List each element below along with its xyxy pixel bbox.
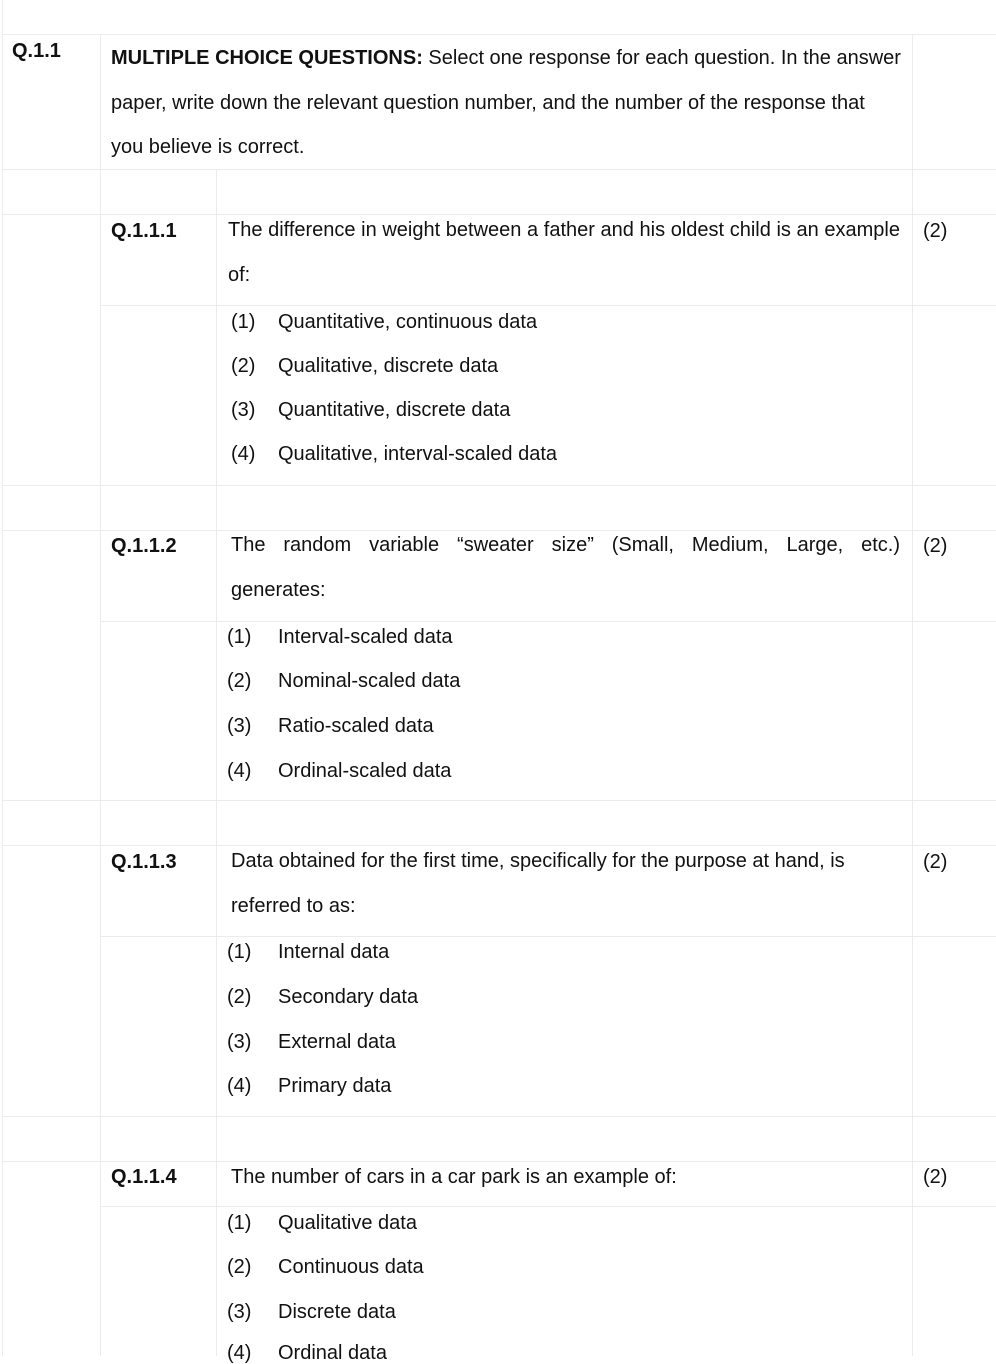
option-text: Ordinal data [278,1342,387,1364]
question-stem: Data obtained for the first time, specifically for the purpose at hand, is referred to as: [231,850,845,917]
option-number: (1) [227,626,252,648]
question-number: Q.1.1.1 [111,220,177,242]
option-number: (4) [227,1342,252,1364]
option-text: Internal data [278,941,390,963]
question-marks: (2) [923,851,948,873]
option-text: Secondary data [278,986,419,1008]
grid-line [100,936,996,937]
option-text: Continuous data [278,1256,424,1278]
option-text: Qualitative, discrete data [278,355,499,377]
question-stem: The difference in weight between a father and his oldest child is an example of: [228,219,900,286]
grid-line [2,800,996,801]
option-number: (1) [227,1212,252,1234]
question-number: Q.1.1.4 [111,1166,177,1188]
option-text: Ordinal-scaled data [278,760,452,782]
option-text: External data [278,1031,396,1053]
option-text: Qualitative, interval-scaled data [278,443,558,465]
question-stem: The number of cars in a car park is an example of: [231,1166,677,1188]
option-text: Ratio-scaled data [278,715,434,737]
question-marks: (2) [923,535,948,557]
option-number: (2) [227,1256,252,1278]
section-instructions [111,36,901,170]
grid-line [2,485,996,486]
grid-line [100,1206,996,1207]
option-text: Nominal-scaled data [278,670,461,692]
option-number: (4) [231,443,256,465]
option-text: Quantitative, continuous data [278,311,538,333]
grid-line [100,621,996,622]
grid-line [2,1161,996,1162]
option-text: Discrete data [278,1301,396,1323]
section-heading: MULTIPLE CHOICE QUESTIONS: [111,47,423,69]
option-number: (3) [227,715,252,737]
section-number: Q.1.1 [12,40,61,62]
option-number: (4) [227,1075,252,1097]
question-stem: The random variable “sweater size” (Small, Medium, Large, etc.) generates: [231,534,900,601]
option-text: Quantitative, discrete data [278,399,511,421]
option-number: (2) [231,355,256,377]
option-number: (3) [227,1031,252,1053]
question-number: Q.1.1.2 [111,535,177,557]
grid-line [2,34,996,35]
option-number: (1) [231,311,256,333]
option-text: Qualitative data [278,1212,417,1234]
question-number: Q.1.1.3 [111,851,177,873]
question-marks: (2) [923,1166,948,1188]
grid-line [2,1116,996,1117]
option-number: (2) [227,986,252,1008]
option-text: Interval-scaled data [278,626,453,648]
option-number: (3) [231,399,256,421]
question-marks: (2) [923,220,948,242]
option-number: (1) [227,941,252,963]
section-instruction-text: Select one response for each question. In the answer paper, write down the relevant question number, and the number of the response that you believe is correct. [111,47,901,158]
option-text: Primary data [278,1075,392,1097]
option-number: (2) [227,670,252,692]
grid-line [216,169,217,1356]
grid-line [100,34,101,1356]
grid-line [100,305,996,306]
option-number: (4) [227,760,252,782]
grid-line [912,34,913,1356]
grid-line [2,0,3,1356]
option-number: (3) [227,1301,252,1323]
